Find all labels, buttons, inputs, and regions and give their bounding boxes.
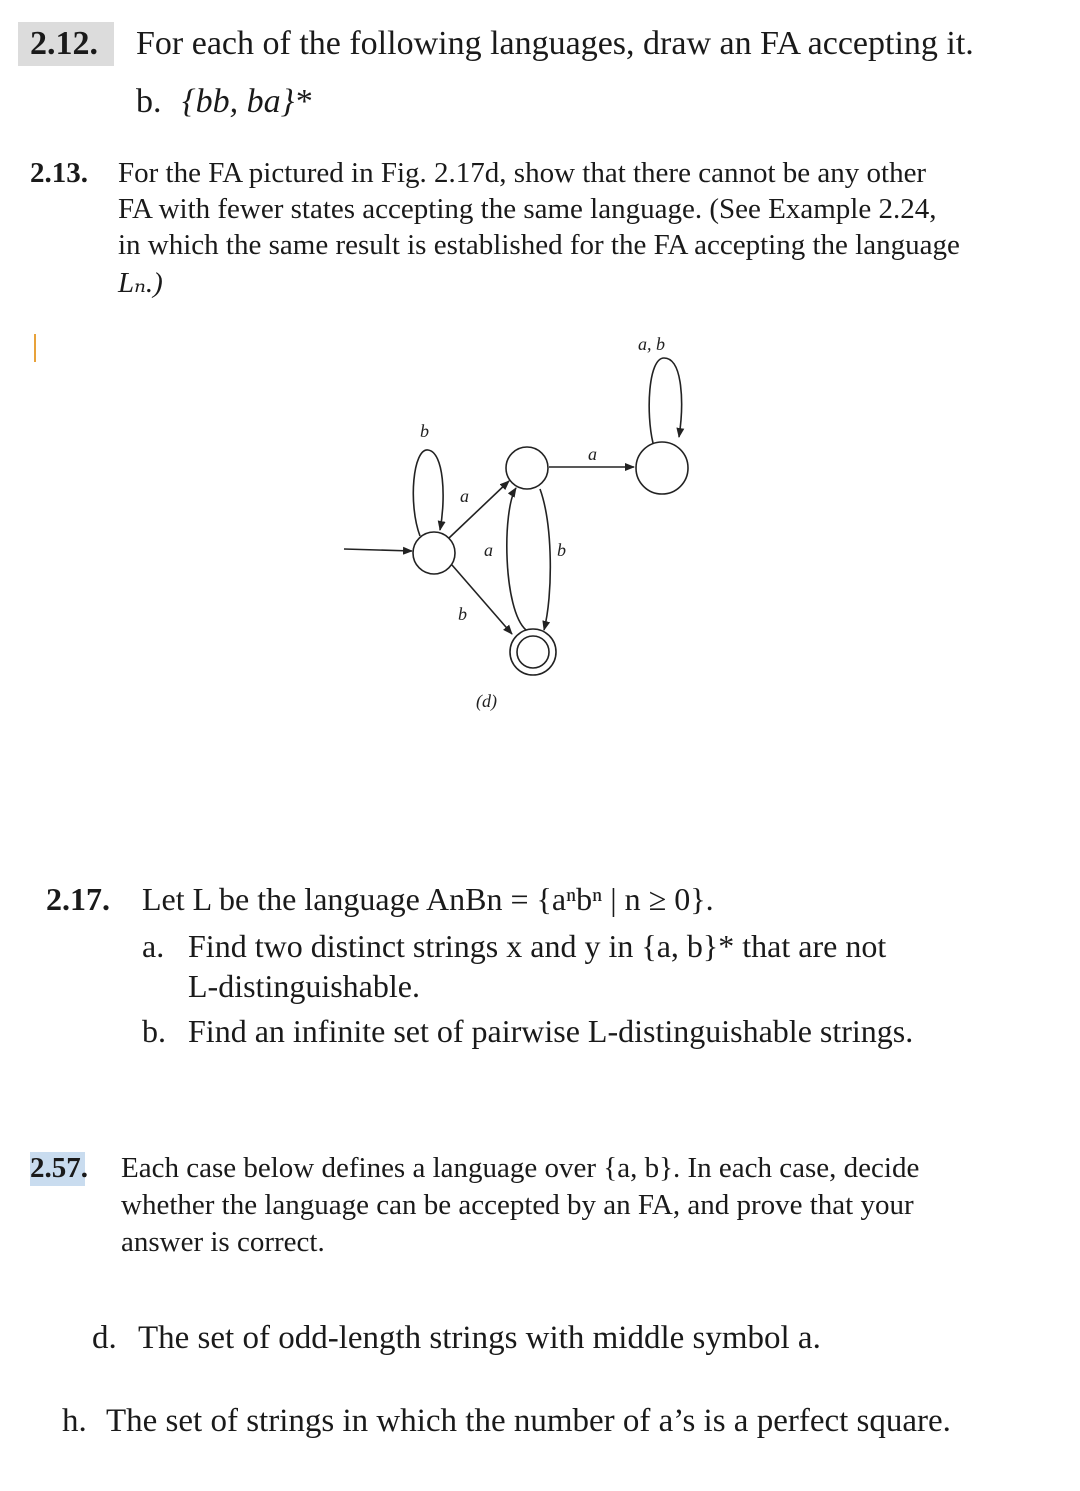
problem-2-17-a-line1: Find two distinct strings x and y in {a, b}* that are not — [188, 928, 887, 964]
item-d-label: d. — [92, 1320, 117, 1356]
figure-caption: (d) — [476, 691, 497, 711]
state-accept-inner — [517, 636, 549, 668]
problem-2-12-b-expr: {bb, ba}* — [182, 83, 312, 120]
problem-2-13-line4: Lₙ.) — [118, 267, 163, 299]
problem-2-13-line3: in which the same result is established for the FA accepting the language — [118, 229, 960, 261]
start-arrow — [344, 549, 412, 551]
loop-start — [413, 450, 443, 536]
problem-2-17-b-line: Find an infinite set of pairwise L-distinguishable strings. — [188, 1013, 914, 1049]
problem-2-57-line2: whether the language can be accepted by an FA, and prove that your — [121, 1189, 914, 1221]
text-cursor — [34, 334, 36, 362]
problem-2-12-number: 2.12. — [30, 25, 98, 62]
label-top-trap: a — [588, 444, 597, 464]
label-top-accept: b — [557, 540, 566, 560]
fa-diagram — [330, 320, 710, 720]
problem-2-57-number-text: 2.57 — [30, 1152, 81, 1184]
item-h-text: The set of strings in which the number of a’s is a perfect square. — [106, 1403, 951, 1439]
label-start-accept: b — [458, 604, 467, 624]
problem-2-12-text: For each of the following languages, draw an FA accepting it. — [136, 25, 974, 62]
state-trap — [636, 442, 688, 494]
problem-2-17-number: 2.17. — [46, 881, 110, 917]
edge-start-top — [449, 481, 509, 538]
problem-2-57-line1: Each case below defines a language over {a, b}. In each case, decide — [121, 1152, 920, 1184]
label-loop-trap: a, b — [638, 334, 665, 354]
edge-top-accept — [540, 489, 550, 630]
loop-trap — [649, 358, 681, 443]
edge-accept-top — [507, 488, 526, 630]
problem-2-17-a-label: a. — [142, 928, 165, 964]
problem-2-57-line3: answer is correct. — [121, 1226, 325, 1258]
state-start — [413, 532, 455, 574]
item-d-text: The set of odd-length strings with middle symbol a. — [138, 1320, 821, 1356]
problem-2-13-number: 2.13. — [30, 157, 88, 189]
problem-2-12-b-label: b. — [136, 83, 162, 120]
problem-2-17-a-line2: L-distinguishable. — [188, 968, 420, 1004]
label-loop-start: b — [420, 421, 429, 441]
problem-2-57-dot: . — [80, 1152, 88, 1184]
problem-2-13-line1: For the FA pictured in Fig. 2.17d, show that there cannot be any other — [118, 157, 927, 189]
problem-2-13-line2: FA with fewer states accepting the same language. (See Example 2.24, — [118, 193, 937, 225]
item-h-label: h. — [62, 1403, 87, 1439]
state-top — [506, 447, 548, 489]
label-accept-top: a — [484, 540, 493, 560]
label-start-top: a — [460, 486, 469, 506]
problem-2-17-b-label: b. — [142, 1013, 166, 1049]
problem-2-17-line1: Let L be the language AnBn = {aⁿbⁿ | n ≥ 0}. — [142, 881, 714, 917]
problem-2-57-number — [30, 1150, 88, 1187]
